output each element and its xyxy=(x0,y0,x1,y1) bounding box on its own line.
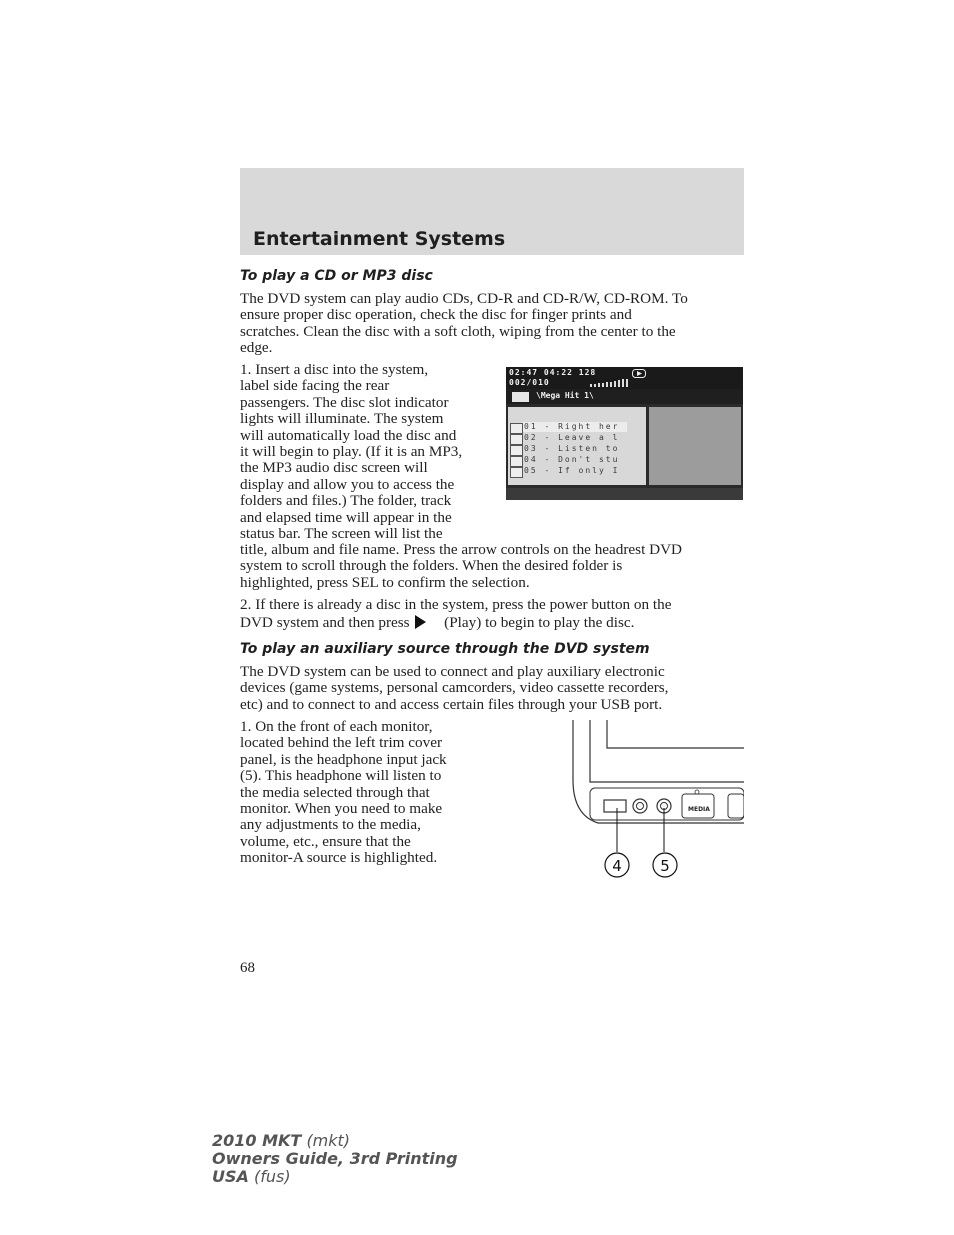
text-line: 1. Insert a disc into the system, xyxy=(240,361,429,378)
text-line xyxy=(240,615,671,631)
text-line: etc) and to connect to and access certain files through your USB port. xyxy=(240,695,663,713)
paragraph-aux-intro xyxy=(240,664,668,713)
track-item: 01 - Right her xyxy=(524,422,620,431)
track-item: 02 - Leave a l xyxy=(524,433,620,442)
status-track-count: 002/010 xyxy=(509,378,550,387)
file-icon xyxy=(510,423,523,434)
text-line: title, album and file name. Press the arrow controls on the headrest DVD xyxy=(240,541,683,558)
footer-line xyxy=(212,1132,458,1150)
file-icon xyxy=(510,456,523,467)
subheading-cd-mp3: To play a CD or MP3 disc xyxy=(240,268,433,284)
text-line: any adjustments to the media, xyxy=(240,816,421,834)
text-line: display and allow you to access the xyxy=(240,475,455,493)
text-line: will automatically load the disc and xyxy=(240,426,457,444)
file-icon xyxy=(510,445,523,456)
text-line: The DVD system can be used to connect and play auxiliary electronic xyxy=(240,663,665,680)
text-fragment: DVD system and then press xyxy=(240,614,410,632)
folder-icon xyxy=(512,392,529,402)
paragraph-step1-narrow xyxy=(240,362,462,542)
footer-model: 2010 MKT xyxy=(212,1131,302,1150)
callout-5: 5 xyxy=(660,857,670,875)
footer-model-code: (mkt) xyxy=(306,1131,351,1150)
file-icon xyxy=(510,467,523,478)
text-line: ensure proper disc operation, check the disc for finger prints and xyxy=(240,306,632,324)
text-line: it will begin to play. (If it is an MP3, xyxy=(240,443,463,461)
text-line: monitor. When you need to make xyxy=(240,800,443,818)
text-line: lights will illuminate. The system xyxy=(240,410,444,428)
text-line: located behind the left trim cover xyxy=(240,734,442,752)
paragraph-aux-step1 xyxy=(240,719,447,867)
text-line: panel, is the headphone input jack xyxy=(240,750,447,768)
paragraph-step2 xyxy=(240,597,671,632)
progress-bars-icon xyxy=(590,379,640,387)
play-indicator-icon xyxy=(632,369,646,378)
text-line: folders and files.) The folder, track xyxy=(240,492,452,510)
page-number: 68 xyxy=(240,960,255,976)
track-item: 04 - Don't stu xyxy=(524,455,620,464)
track-item: 03 - Listen to xyxy=(524,444,620,453)
footer-line xyxy=(212,1168,458,1186)
text-line: the media selected through that xyxy=(240,783,430,801)
monitor-jack-diagram xyxy=(560,720,744,882)
paragraph-cd-intro xyxy=(240,291,688,357)
text-line: highlighted, press SEL to confirm the selection. xyxy=(240,573,530,591)
text-line: label side facing the rear xyxy=(240,377,390,395)
power-icon xyxy=(695,790,699,794)
track-item: 05 - If only I xyxy=(524,466,620,475)
bottom-strip xyxy=(506,488,743,500)
paragraph-step1-wide xyxy=(240,542,682,591)
text-line: 1. On the front of each monitor, xyxy=(240,718,433,735)
footer-region: USA xyxy=(212,1167,249,1186)
status-time: 02:47 04:22 128 xyxy=(509,368,597,377)
text-line: devices (game systems, personal camcorders, video cassette recorders, xyxy=(240,679,669,697)
section-title: Entertainment Systems xyxy=(253,228,506,250)
text-line: status bar. The screen will list the xyxy=(240,525,443,543)
footer-region-code: (fus) xyxy=(254,1167,291,1186)
text-line: and elapsed time will appear in the xyxy=(240,508,452,526)
text-line: scratches. Clean the disc with a soft cloth, wiping from the center to the xyxy=(240,322,676,340)
text-line: the MP3 audio disc screen will xyxy=(240,459,428,477)
footer xyxy=(212,1132,458,1186)
usb-port-icon xyxy=(604,800,626,812)
text-line: monitor-A source is highlighted. xyxy=(240,849,438,867)
text-line: volume, etc., ensure that the xyxy=(240,832,411,850)
text-line: system to scroll through the folders. When the desired folder is xyxy=(240,557,623,575)
text-line: edge. xyxy=(240,339,273,357)
footer-guide: Owners Guide, 3rd Printing xyxy=(212,1149,458,1168)
mp3-screen-image xyxy=(506,367,743,500)
text-fragment: (Play) to begin to play the disc. xyxy=(444,614,635,632)
media-label: MEDIA xyxy=(688,806,710,813)
av-jack-icon xyxy=(633,799,647,813)
text-line: (5). This headphone will listen to xyxy=(240,767,442,785)
info-panel xyxy=(649,407,741,485)
text-line: The DVD system can play audio CDs, CD-R and CD-R/W, CD-ROM. To xyxy=(240,290,688,307)
text-line: 2. If there is already a disc in the system, press the power button on the xyxy=(240,596,672,613)
folder-name: \Mega Hit 1\ xyxy=(536,391,594,400)
file-icon xyxy=(510,434,523,445)
text-line: passengers. The disc slot indicator xyxy=(240,393,449,411)
subheading-auxiliary: To play an auxiliary source through the DVD system xyxy=(240,641,650,657)
play-icon xyxy=(415,615,426,629)
callout-4: 4 xyxy=(612,857,622,875)
